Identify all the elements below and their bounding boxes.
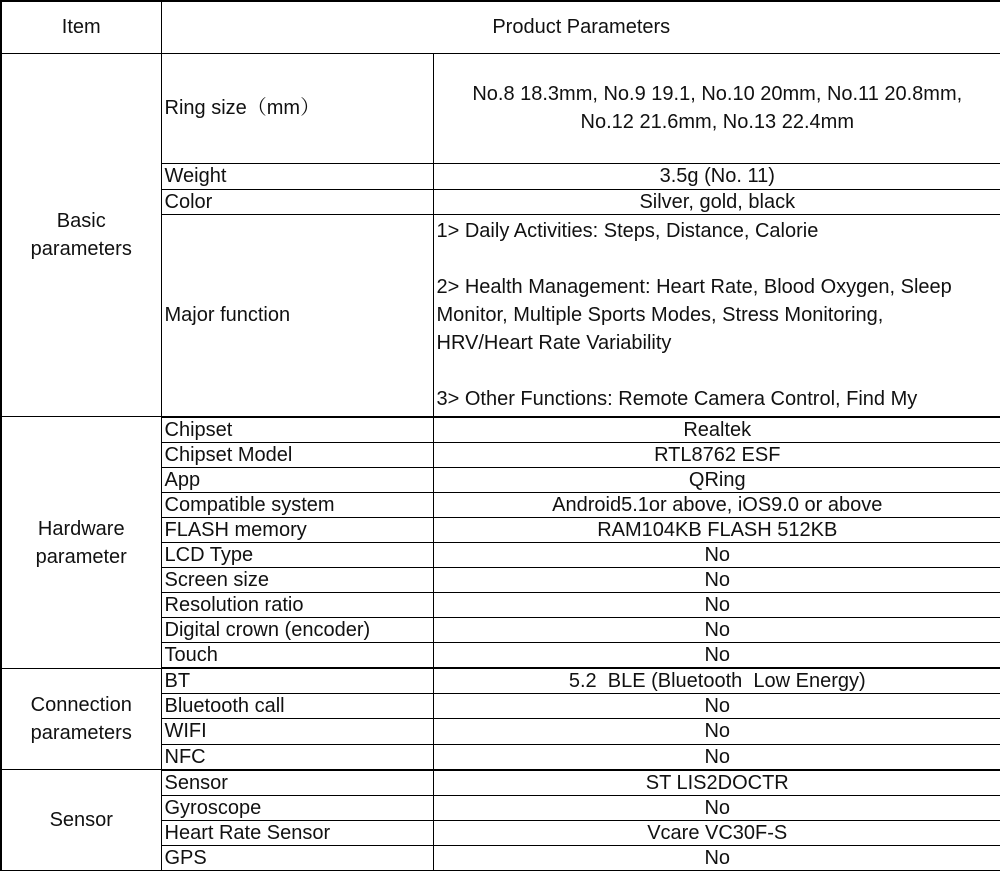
group-label-connection: Connection parameters: [1, 668, 161, 769]
table-row: [1, 53, 1000, 163]
table-row: [1, 770, 1000, 796]
param-name: Compatible system: [161, 493, 433, 518]
group-label-hardware: Hardware parameter: [1, 417, 161, 668]
group-label-sensor: Sensor: [1, 770, 161, 871]
param-value: RTL8762 ESF: [433, 442, 1000, 467]
param-name: Touch: [161, 643, 433, 669]
param-value: 5.2 BLE (Bluetooth Low Energy): [433, 668, 1000, 694]
param-name: App: [161, 468, 433, 493]
line-gap: [437, 357, 1000, 385]
function-line-3: Monitor, Multiple Sports Modes, Stress Monitoring,: [436, 304, 884, 327]
param-name: Chipset: [161, 417, 433, 443]
item-header: Item: [1, 1, 161, 53]
param-name: Resolution ratio: [161, 593, 433, 618]
param-name: Digital crown (encoder): [161, 618, 433, 643]
param-name: BT: [161, 668, 433, 694]
param-value: No: [433, 568, 1000, 593]
param-name: Color: [161, 189, 433, 214]
param-value: No: [433, 719, 1000, 744]
param-value: No: [433, 744, 1000, 770]
param-value: No: [433, 795, 1000, 820]
param-value: [433, 53, 1000, 163]
function-line-1: 1> Daily Activities: Steps, Distance, Calorie: [436, 220, 819, 243]
group-label-basic: Basic parameters: [1, 53, 161, 417]
param-value: Realtek: [433, 417, 1000, 443]
param-name: LCD Type: [161, 543, 433, 568]
param-value: No: [433, 593, 1000, 618]
param-value: ST LIS2DOCTR: [433, 770, 1000, 796]
param-name: Heart Rate Sensor: [161, 820, 433, 845]
param-value: No: [433, 694, 1000, 719]
param-value: 3.5g (No. 11): [433, 163, 1000, 189]
param-value: No: [433, 643, 1000, 669]
param-name: WIFI: [161, 719, 433, 744]
ring-size-line-2: No.12 21.6mm, No.13 22.4mm: [580, 111, 854, 134]
param-value: QRing: [433, 468, 1000, 493]
table-row: [1, 417, 1000, 443]
function-line-2: 2> Health Management: Heart Rate, Blood Oxygen, Sleep: [436, 276, 952, 299]
function-line-4: HRV/Heart Rate Variability: [436, 332, 672, 355]
ring-size-line-1: No.8 18.3mm, No.9 19.1, No.10 20mm, No.11 20.8mm,: [472, 83, 963, 106]
param-value: No: [433, 845, 1000, 870]
param-name: FLASH memory: [161, 518, 433, 543]
param-value: Vcare VC30F-S: [433, 820, 1000, 845]
param-value: RAM104KB FLASH 512KB: [433, 518, 1000, 543]
param-name: Weight: [161, 163, 433, 189]
param-value: [433, 214, 1000, 416]
param-name: Bluetooth call: [161, 694, 433, 719]
param-name: Screen size: [161, 568, 433, 593]
param-name: Ring size（mm）: [161, 53, 433, 163]
param-name: Chipset Model: [161, 442, 433, 467]
param-value: No: [433, 618, 1000, 643]
param-name: Major function: [161, 214, 433, 416]
table-row: [1, 668, 1000, 694]
param-name: GPS: [161, 845, 433, 870]
param-value: No: [433, 543, 1000, 568]
param-name: Sensor: [161, 770, 433, 796]
param-name: Gyroscope: [161, 795, 433, 820]
param-value: Android5.1or above, iOS9.0 or above: [433, 493, 1000, 518]
header-row: [1, 1, 1000, 53]
line-gap: [437, 245, 1000, 273]
param-value: Silver, gold, black: [433, 189, 1000, 214]
product-parameters-header: Product Parameters: [161, 1, 1000, 53]
param-name: NFC: [161, 744, 433, 770]
function-line-5: 3> Other Functions: Remote Camera Control, Find My: [436, 388, 918, 411]
